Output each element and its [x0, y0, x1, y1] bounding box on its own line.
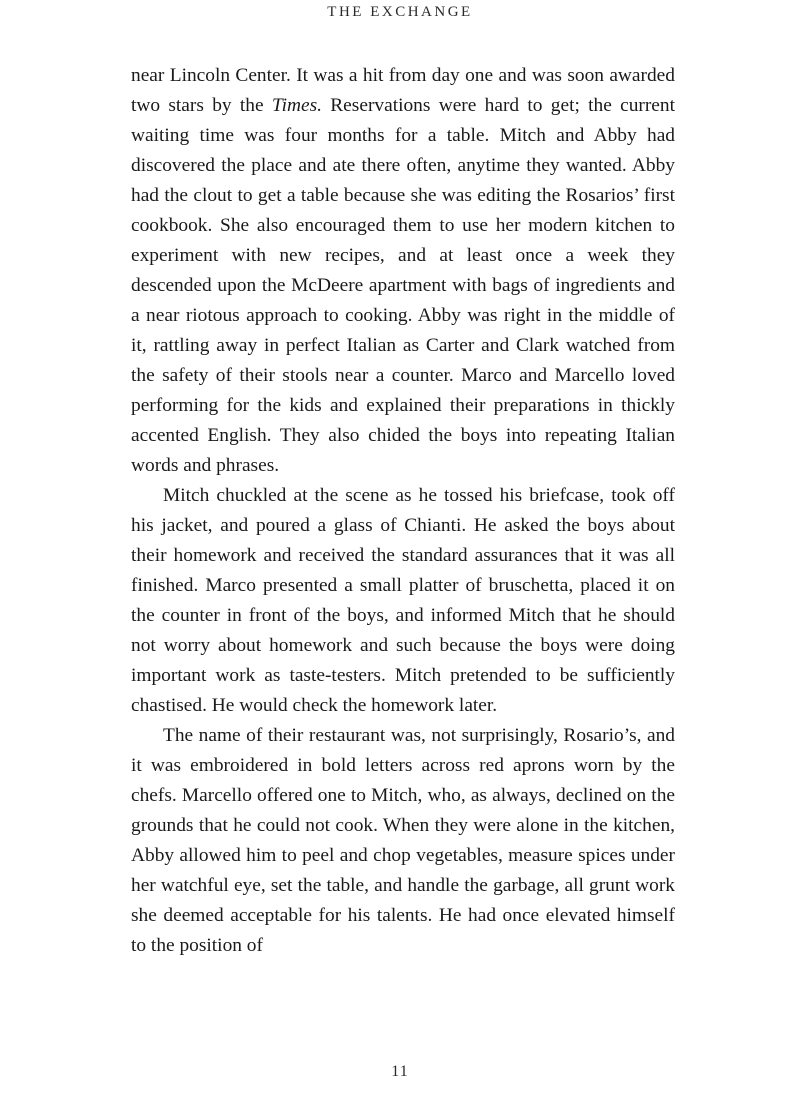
paragraph-3: The name of their restaurant was, not surprisingly, Rosario’s, and it was embroidered in bold letters across red aprons worn by the chefs. Marcello offered one to Mitch, who, as always, declined on the grounds that he could not cook. When they were alone in the kitchen, Abby allowed him to peel and chop vegetables, measure spices under her watchful eye, set the table, and handle the garbage, all grunt work she deemed acceptable for his talents. He had once elevated himself to the position of	[131, 725, 675, 956]
paragraph-1-text-start: near Lincoln Center. It was a hit from day one and was soon awarded two stars by the	[131, 65, 675, 116]
paragraph-2: Mitch chuckled at the scene as he tossed his briefcase, took off his jacket, and poured a glass of Chianti. He asked the boys about their homework and received the standard assurances that it was all finished. Marco presented a small platter of bruschetta, placed it on the counter in front of the boys, and informed Mitch that he should not worry about homework and such because the boys were doing important work as taste-testers. Mitch pretended to be sufficiently chastised. He would check the homework later.	[131, 485, 675, 716]
body-text	[131, 61, 675, 961]
running-head: THE EXCHANGE	[327, 4, 473, 20]
paragraph-1	[131, 61, 675, 481]
newspaper-title: Times.	[271, 95, 322, 116]
paragraph-1-text-end: Reservations were hard to get; the current waiting time was four months for a table. Mitch and Abby had discovered the place and ate there often, anytime they wanted. Abby had the clout to get a table because she was editing the Rosarios’ first cookbook. She also encouraged them to use her modern kitchen to experiment with new recipes, and at least once a week they descended upon the McDeere apartment with bags of ingredients and a near riotous approach to cooking. Abby was right in the middle of it, rattling away in perfect Italian as Carter and Clark watched from the safety of their stools near a counter. Marco and Marcello loved performing for the kids and explained their preparations in thickly accented English. They also chided the boys into repeating Italian words and phrases.	[131, 95, 675, 476]
page-number: 11	[391, 1063, 409, 1080]
